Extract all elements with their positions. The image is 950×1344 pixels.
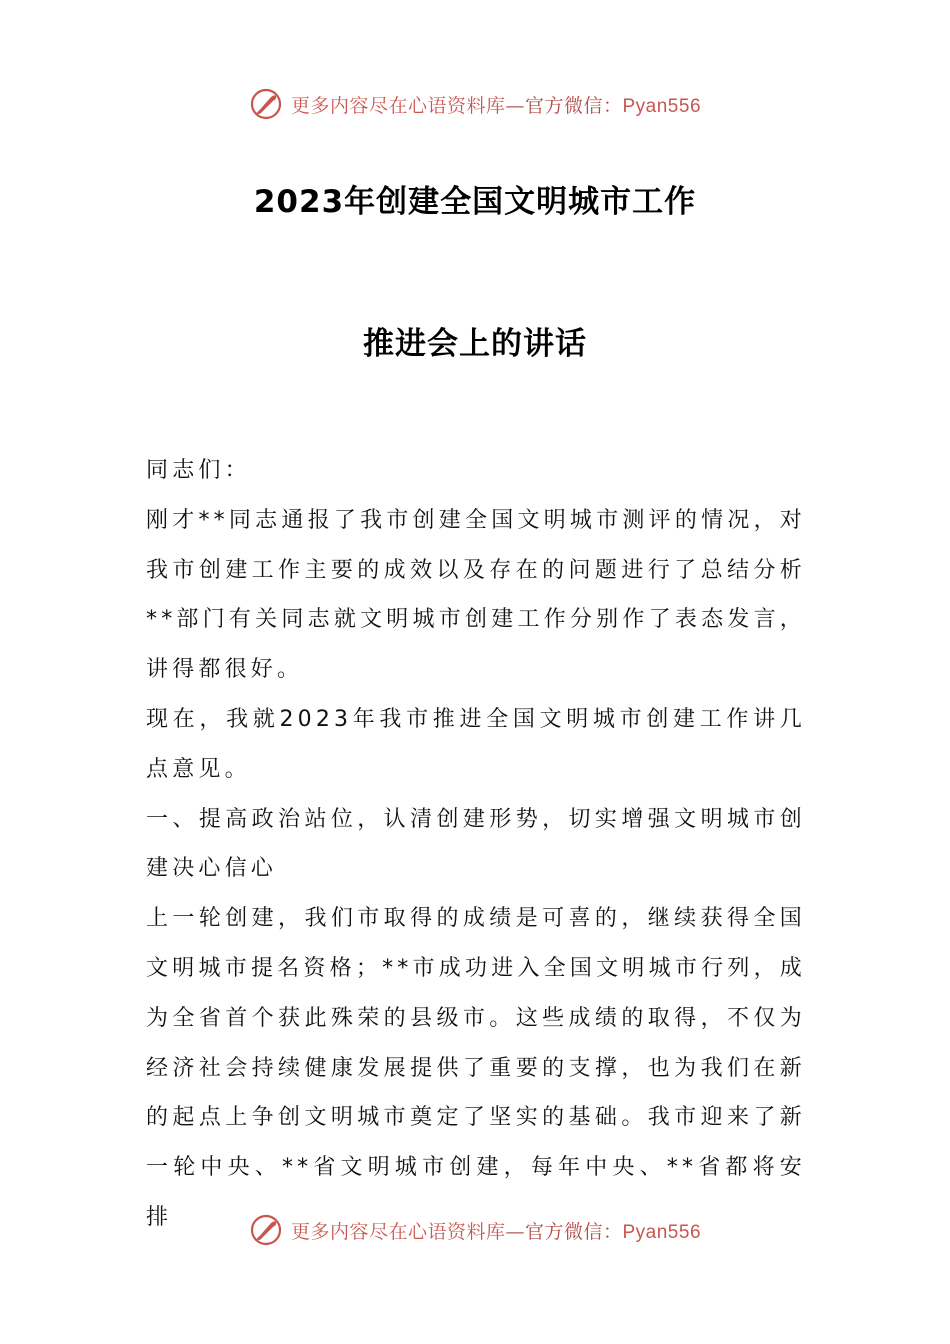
- watermark-id: Pyan556: [622, 1221, 702, 1243]
- watermark-separator: —: [505, 1220, 525, 1243]
- watermark-text: [291, 91, 701, 118]
- paragraph: 现在，我就2023年我市推进全国文明城市创建工作讲几点意见。: [146, 706, 806, 782]
- quill-logo-icon: [249, 87, 283, 121]
- watermark-footer: [0, 1210, 950, 1250]
- section-heading: 一、提高政治站位，认清创建形势，切实增强文明城市创建决心信心: [146, 806, 806, 882]
- watermark-suffix: 官方微信：: [524, 1220, 623, 1243]
- watermark-suffix: 官方微信：: [524, 94, 623, 117]
- document-title-line2: 推进会上的讲话: [363, 326, 587, 362]
- watermark-header: [0, 84, 950, 124]
- watermark-label: 更多内容尽在心语资料库: [290, 1220, 506, 1243]
- document-title-line1: 2023年创建全国文明城市工作: [253, 184, 697, 220]
- paragraph-salutation: 同志们：: [146, 458, 251, 483]
- watermark-label: 更多内容尽在心语资料库: [290, 94, 506, 117]
- watermark-id: Pyan556: [622, 95, 702, 117]
- paragraph: 上一轮创建，我们市取得的成绩是可喜的，继续获得全国文明城市提名资格；**市成功进入全国文明城市行列，成为全省首个获此殊荣的县级市。这些成绩的取得，不仅为经济社会持续健康发展提供了重要的支撑，也为我们在新的起点上争创文明城市奠定了坚实的基础。我市迎来了新一轮中央、**省文明城市创建，每年中央、**省都将安排: [146, 906, 806, 1230]
- document-body: [146, 446, 806, 1243]
- watermark-text: [291, 1217, 701, 1244]
- paragraph: 刚才**同志通报了我市创建全国文明城市测评的情况，对我市创建工作主要的成效以及存在的问题进行了总结分析**部门有关同志就文明城市创建工作分别作了表态发言，讲得都很好。: [146, 507, 806, 683]
- watermark-separator: —: [505, 94, 525, 117]
- quill-logo-icon: [249, 1213, 283, 1247]
